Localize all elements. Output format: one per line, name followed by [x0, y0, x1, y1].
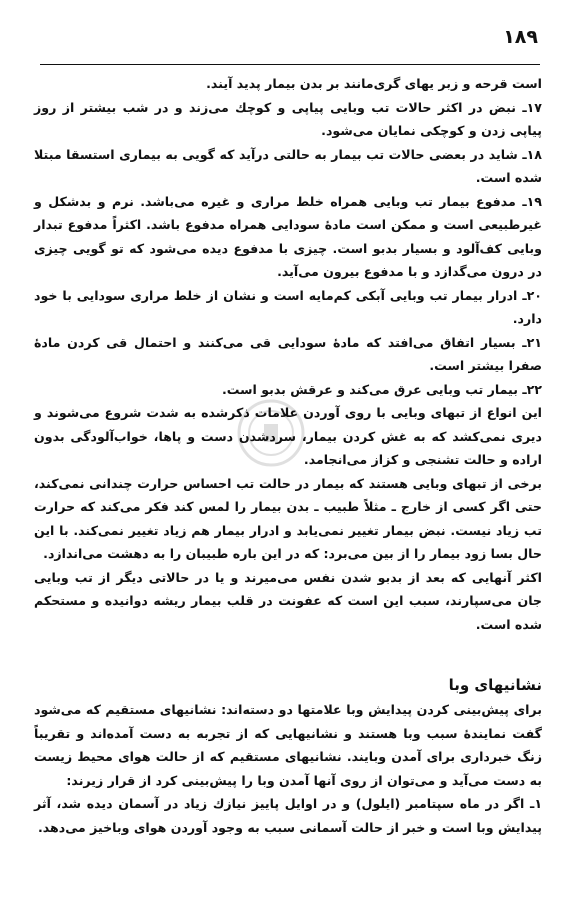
page-body: [34, 72, 542, 839]
section-paragraph: ۱ـ اگر در ماه سپتامبر (ایلول) و در اوایل پاییز نیازك زیاد در آسمان دیده شد، آثر پیدایش وبا است و خبر از حالت آسمانی سبب به وجود آوردن هوای وباخیز می‌دهد.: [34, 796, 542, 835]
paragraph: برخی از تبهای وبایی هستند که بیمار در حالت تب احساس حرارت چندانی نمی‌کند، حتی اگر کسی از خارج ـ مثلاً طبیب ـ بدن بیمار را لمس کند فکر می‌کند که حرارت تب زیاد نیست. نبض بیمار تغییر نمی‌یابد و ادرار بیمار هم زیاد تغییر نمی‌کند. با این حال بسا زود بیمار را از بین می‌برد: که در این باره طبیبان را به دهشت می‌اندازد.: [34, 475, 542, 561]
paragraph: اکثر آنهایی که بعد از بدبو شدن نفس می‌میرند و یا در حالاتی دیگر از تب وبایی جان می‌سپارند، سبب این است که عفونت در قلب بیمار ریشه دوانیده و مستحکم شده است.: [34, 569, 542, 632]
paragraph: ۱۷ـ نبض در اکثر حالات تب وبایی پیاپی و کوچك می‌زند و در شب بیشتر از روز پیاپی زدن و کوچکی نمایان می‌شود.: [34, 99, 542, 138]
paragraph: این انواع از تبهای وبایی با روی آوردن علامات ذکرشده به شدت شروع می‌شوند و دیری نمی‌کشد که به غش کردن بیمار، سردشدن دست و پاها، خواب‌آلودگی بدون اراده و حالت تشنجی و کزاز می‌انجامد.: [34, 405, 542, 467]
paragraph: ۱۹ـ مدفوع بیمار تب وبایی همراه خلط مراری و غیره می‌باشد. نرم و بدشکل و غیرطبیعی است و ممکن است مادهٔ سودایی همراه مدفوع باشد. اکثراً مدفوع تبدار وبایی کف‌آلود و بسیار بدبو است. چیزی با مدفوع دیده می‌شود که تو گویی چیزی در درون می‌گدازد و با مدفوع بیرون می‌آید.: [34, 193, 542, 279]
page-number: ۱۸۹: [503, 26, 538, 48]
section-paragraph: برای پیش‌بینی کردن پیدایش وبا علامتها دو دسته‌اند: نشانیهای مستقیم که می‌شود گفت نمایندهٔ سبب وبا هستند و نشانیهایی که از تجربه به دست آمده‌اند و تقریباً زنگ خبرداری برای آمدن وبایند. نشانیهای مستقیم که از حالت هوای محیط زیست به دست می‌آید و می‌توان از روی آنها آمدن وبا را پیش‌بینی کرد از قرار زیرند:: [34, 702, 542, 788]
paragraph: ۱۸ـ شاید در بعضی حالات تب بیمار به حالتی درآید که گویی به بیماری استسقا مبتلا شده است.: [34, 146, 542, 185]
paragraph: ۲۲ـ بیمار تب وبایی عرق می‌کند و عرقش بدبو است.: [222, 381, 542, 397]
paragraph: است قرحه و زبر یهای گری‌مانند بر بدن بیمار پدید آیند.: [206, 76, 542, 91]
header-rule: [40, 64, 540, 65]
paragraph: ۲۱ـ بسیار اتفاق می‌افتد که مادهٔ سودایی قی می‌کنند و احتمال قی کردن مادهٔ صفرا بیشتر است.: [34, 334, 542, 373]
paragraph: ۲۰ـ ادرار بیمار تب وبایی آبکی کم‌مایه است و نشان از خلط مراری سودایی با خود دارد.: [34, 287, 542, 326]
section-heading: نشانیهای وبا: [448, 676, 542, 694]
